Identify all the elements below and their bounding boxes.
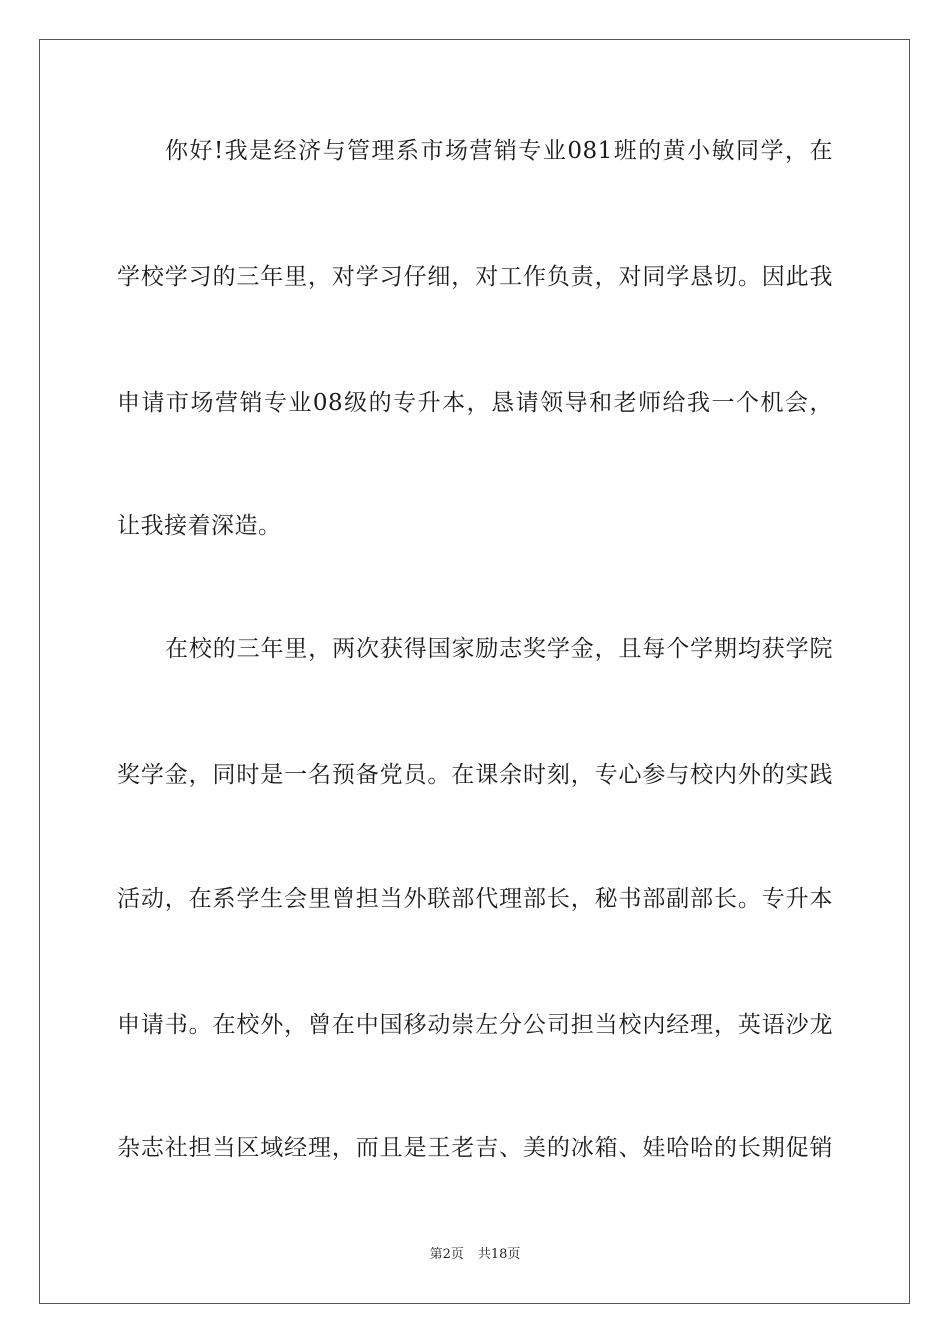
paragraph-2-line-2: 奖学金，同时是一名预备党员。在课余时刻，专心参与校内外的实践 [117,762,833,788]
paragraph-1-line-1: 你好!我是经济与管理系市场营销专业081班的黄小敏同学，在 [165,138,833,164]
paragraph-2-line-5: 杂志社担当区域经理，而且是王老吉、美的冰箱、娃哈哈的长期促销 [117,1135,833,1161]
page-border [39,39,910,1304]
paragraph-2-line-3: 活动，在系学生会里曾担当外联部代理部长，秘书部副部长。专升本 [117,886,833,912]
paragraph-1-line-3: 申请市场营销专业08级的专升本，恳请领导和老师给我一个机会， [117,390,833,416]
total-pages: 共18页 [477,1247,521,1262]
page-footer [0,1247,950,1263]
paragraph-2-line-1: 在校的三年里，两次获得国家励志奖学金，且每个学期均获学院 [165,636,833,662]
paragraph-1-line-2: 学校学习的三年里，对学习仔细，对工作负责，对同学恳切。因此我 [117,264,833,290]
paragraph-1-line-4: 让我接着深造。 [117,513,282,539]
paragraph-2-line-4: 申请书。在校外，曾在中国移动崇左分公司担当校内经理，英语沙龙 [117,1012,833,1038]
page-number: 第2页 [429,1247,464,1262]
